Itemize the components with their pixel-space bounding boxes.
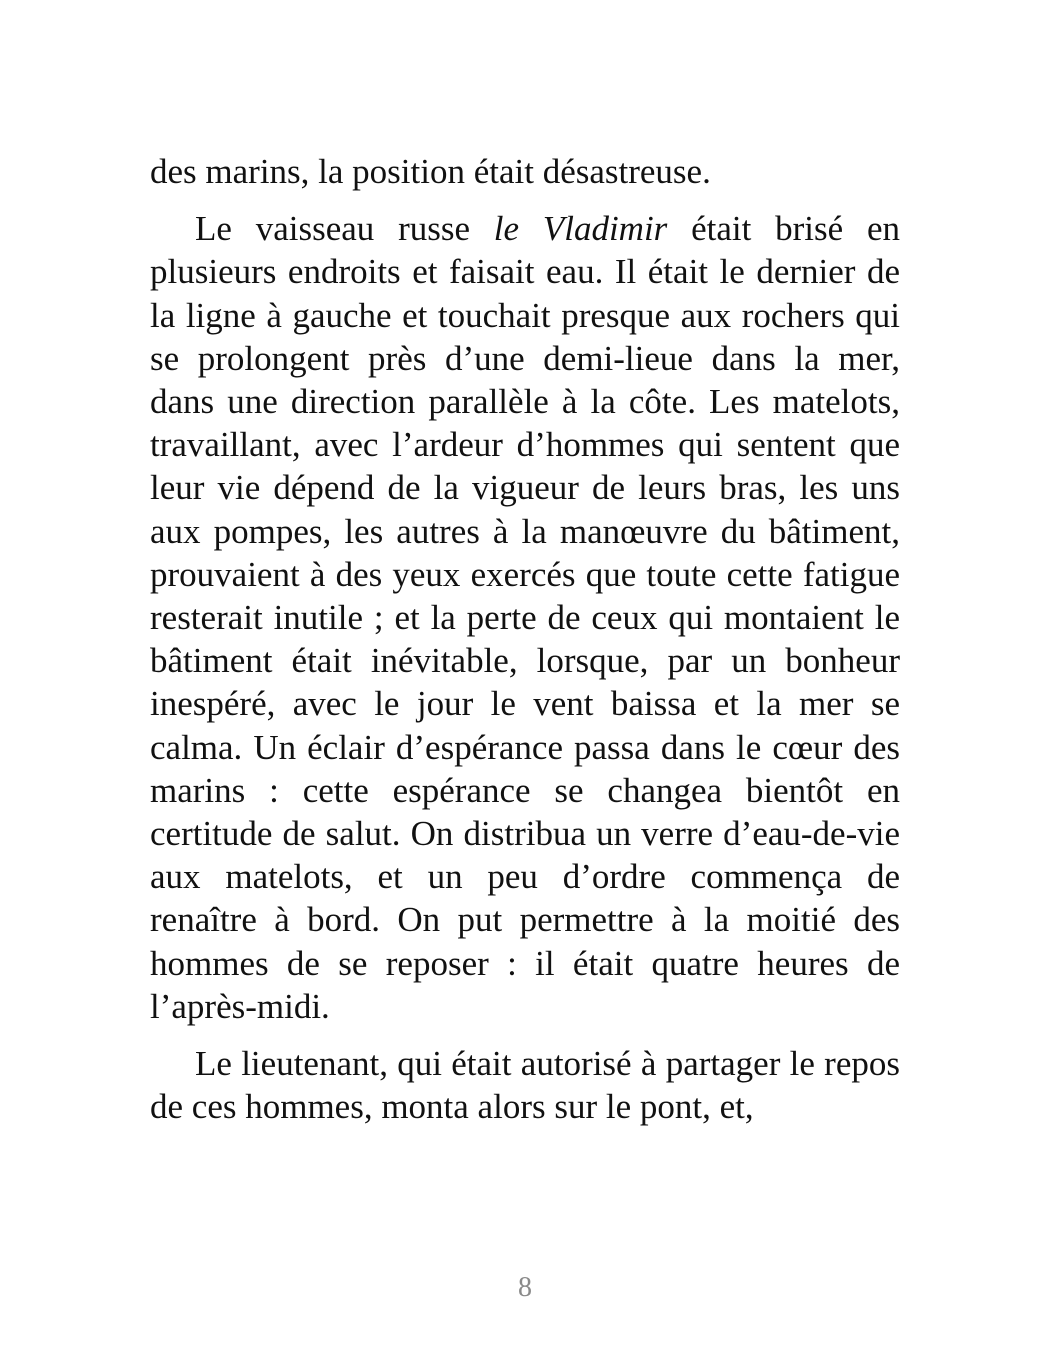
- page-number: 8: [518, 1272, 532, 1303]
- paragraph-vladimir-start: Le vaisseau russe: [195, 209, 494, 249]
- paragraph-lieutenant: Le lieutenant, qui était autorisé à partager le repos de ces hommes, monta alors sur le pont, et,: [150, 1044, 900, 1127]
- ship-name: le Vladimir: [493, 209, 668, 249]
- paragraph-vladimir: [150, 207, 900, 1028]
- paragraph-continuation: des marins, la position était désastreuse.: [150, 152, 711, 191]
- paragraph-vladimir-rest: était brisé en plusieurs endroits et faisait eau. Il était le dernier de la ligne à gauche et touchait presque aux rochers qui se prolongent près d’une demi-lieue dans la mer, dans une direction parallèle à la côte. Les matelots, travaillant, avec l’ardeur d’hommes qui sentent que leur vie dépend de la vigueur de leurs bras, les uns aux pompes, les autres à la manœuvre du bâtiment, prouvaient à des yeux exercés que toute cette fatigue resterait inutile ; et la perte de ceux qui montaient le bâtiment était inévitable, lorsque, par un bonheur inespéré, avec le jour le vent baissa et la mer se calma. Un éclair d’espérance passa dans le cœur des marins : cette espérance se changea bientôt en certitude de salut. On distribua un verre d’eau-de-vie aux matelots, et un peu d’ordre commença de renaître à bord. On put permettre à la moitié des hommes de se reposer : il était quatre heures de l’après-midi.: [150, 209, 900, 1026]
- page-body: [150, 150, 900, 1128]
